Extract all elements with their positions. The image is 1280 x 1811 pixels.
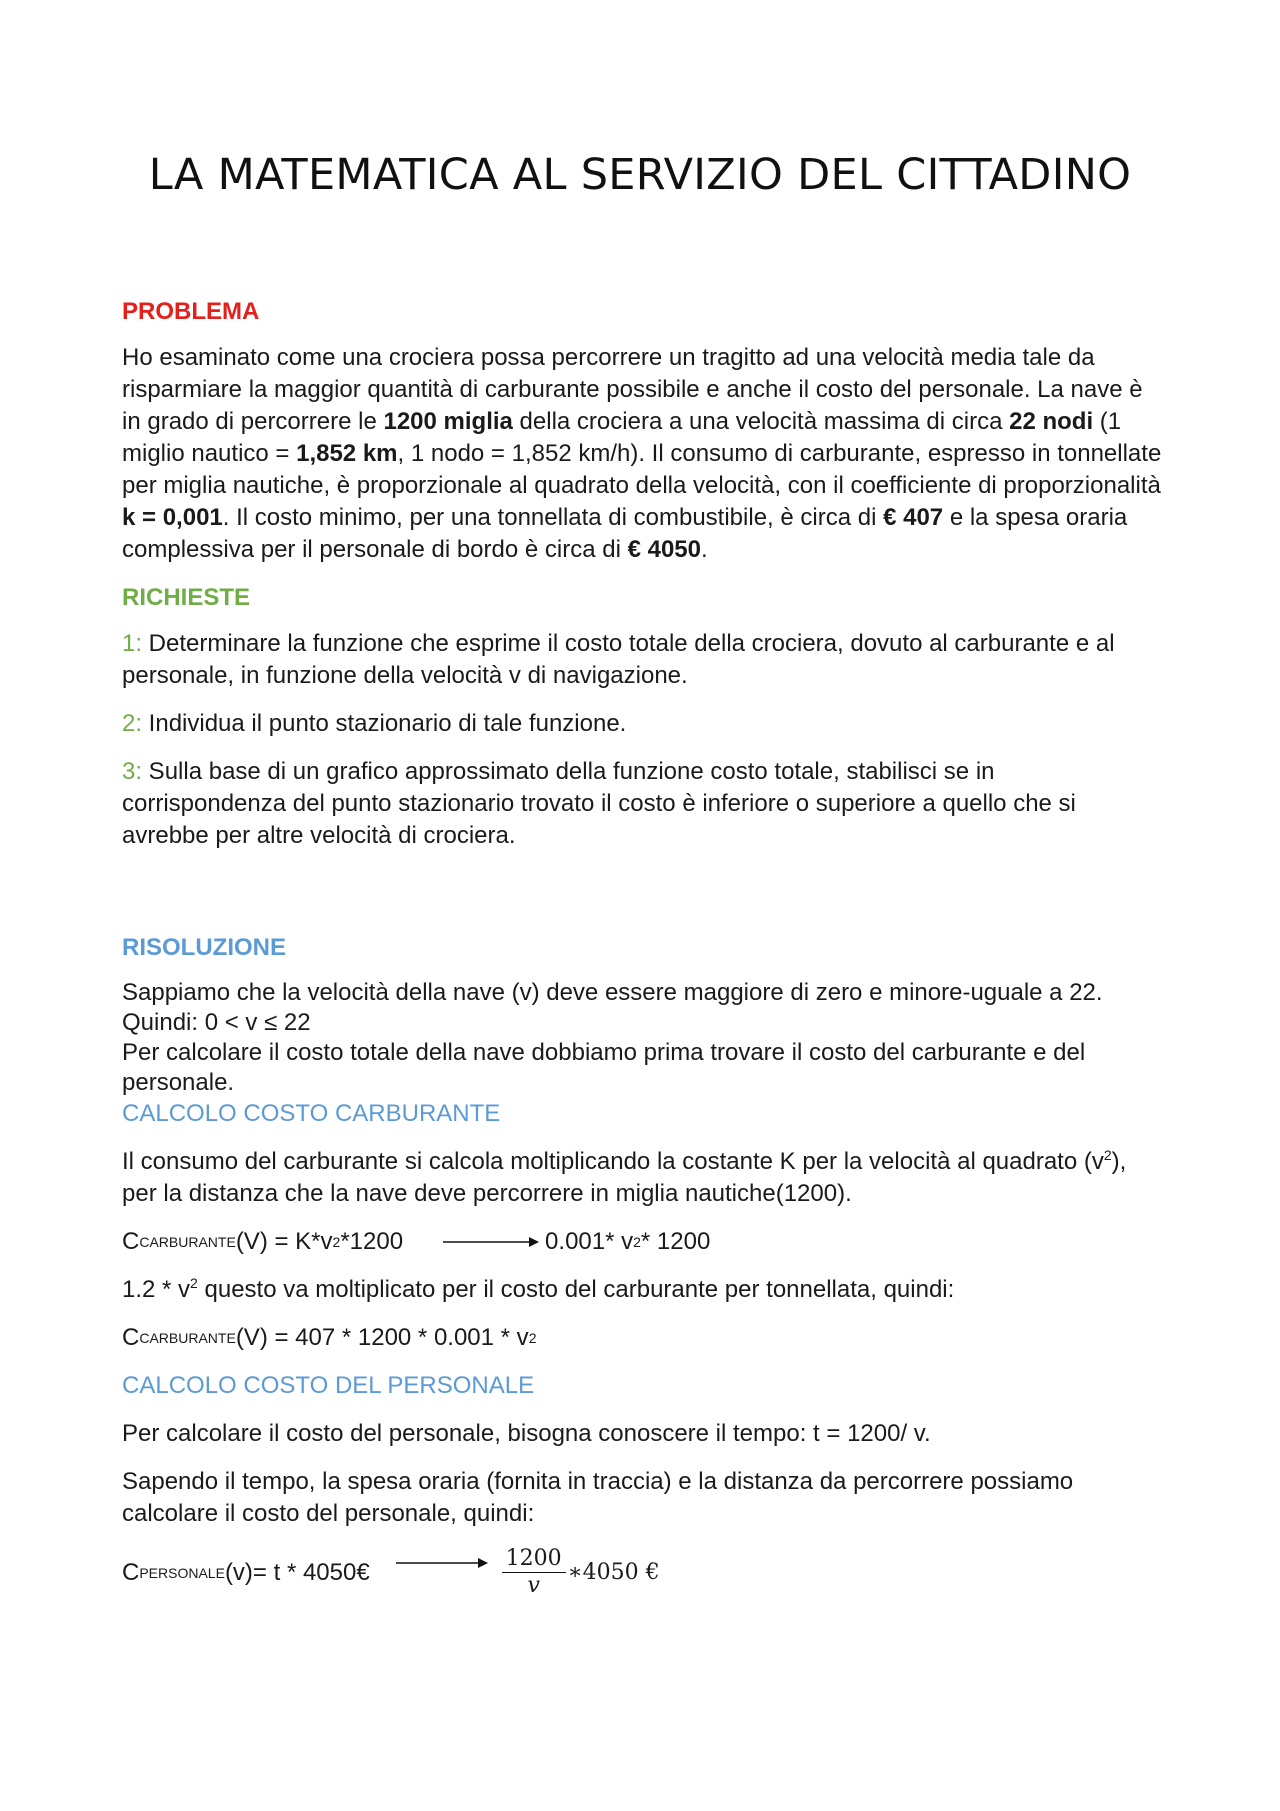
problem-text: , 1 nodo = 1,852 km/h). Il consumo di carburante, espresso in tonnellate per miglia nautiche, è proporzionale al quadrato della velocità, con il coefficiente di proporzionalità (122, 440, 1162, 499)
page-title: LA MATEMATICA AL SERVIZIO DEL CITTADINO (148, 150, 1132, 200)
problem-bold: 1200 miglia (383, 408, 513, 435)
fuel-paragraph (122, 1146, 1162, 1210)
formula-text: (V) = 407 * 1200 * 0.001 * v (235, 1324, 529, 1351)
problem-bold: k = 0,001 (122, 504, 223, 531)
resolution-line: Sappiamo che la velocità della nave (v) deve essere maggiore di zero e minore-uguale a 22. (122, 979, 1103, 1006)
problem-paragraph (122, 342, 1162, 566)
problem-bold: € 4050 (627, 536, 701, 563)
subheading-costo-carburante: CALCOLO COSTO CARBURANTE (122, 1100, 501, 1127)
fuel-formula-1: C CARBURANTE (V) = K*v 2 *1200 0.001* v 2 * 1200 (122, 1226, 1162, 1258)
formula-text: ∗4050 € (567, 1559, 660, 1585)
request-text: Sulla base di un grafico approssimato della funzione costo totale, stabilisci se in corrispondenza del punto stazionario trovato il costo è inferiore o superiore a quello che si avrebbe per altre velocità di crociera. (122, 758, 1076, 849)
problem-text: . (701, 536, 708, 563)
formula-text: 0.001* v (545, 1228, 634, 1255)
request-text: Individua il punto stazionario di tale funzione. (142, 710, 627, 737)
heading-problema: PROBLEMA (122, 298, 260, 325)
formula-subscript: CARBURANTE (139, 1234, 236, 1250)
arrow-right-icon (396, 1556, 488, 1570)
fuel-paragraph-2 (122, 1274, 1162, 1306)
formula-text: (V) = K*v (235, 1228, 333, 1255)
formula-symbol: C (122, 1324, 140, 1351)
resolution-line: Per calcolare il costo totale della nave dobbiamo prima trovare il costo del carburante e del personale. (122, 1039, 1086, 1096)
problem-text: della crociera a una velocità massima di circa (512, 408, 1010, 435)
fuel-text: Il consumo del carburante si calcola moltiplicando la costante K per la velocità al quadrato (v (122, 1148, 1104, 1175)
staff-paragraph-2: Sapendo il tempo, la spesa oraria (fornita in traccia) e la distanza da percorrere possiamo calcolare il costo del personale, quindi: (122, 1468, 1074, 1527)
heading-richieste: RICHIESTE (122, 584, 251, 611)
formula-symbol: C (122, 1228, 140, 1255)
request-item (122, 756, 1162, 852)
fraction-denominator: v (527, 1573, 540, 1598)
formula-subscript: CARBURANTE (139, 1330, 236, 1346)
formula-subscript: PERSONALE (139, 1564, 225, 1581)
fuel-text: ), per la distanza che la nave deve percorrere in miglia nautiche(1200). (122, 1148, 1127, 1207)
request-number: 1: (122, 630, 143, 657)
heading-risoluzione: RISOLUZIONE (122, 934, 287, 961)
fuel-text: questo va moltiplicato per il costo del carburante per tonnellata, quindi: (197, 1276, 955, 1303)
superscript: 2 (190, 1275, 198, 1291)
spacer (122, 868, 1162, 932)
fuel-text: 1.2 * v (122, 1276, 191, 1303)
problem-text: (1 miglio nautico = (122, 408, 1122, 467)
problem-text: . Il costo minimo, per una tonnellata di combustibile, è circa di (222, 504, 884, 531)
formula-symbol: C (122, 1558, 140, 1586)
resolution-intro (122, 978, 1162, 1098)
resolution-line: Quindi: 0 < v ≤ 22 (122, 1009, 311, 1036)
problem-bold: € 407 (883, 504, 944, 531)
problem-text: e la spesa oraria complessiva per il personale di bordo è circa di (122, 504, 1128, 563)
problem-bold: 1,852 km (296, 440, 398, 467)
request-item (122, 708, 1162, 740)
formula-text: (v)= t * 4050€ (224, 1558, 370, 1586)
fuel-formula-2: C CARBURANTE (V) = 407 * 1200 * 0.001 * v 2 (122, 1322, 1162, 1354)
fraction (502, 1546, 566, 1599)
request-number: 2: (122, 710, 143, 737)
formula-text: * 1200 (640, 1228, 711, 1255)
subheading-costo-personale: CALCOLO COSTO DEL PERSONALE (122, 1372, 535, 1399)
problem-bold: 22 nodi (1009, 408, 1094, 435)
request-text: Determinare la funzione che esprime il costo totale della crociera, dovuto al carburante e al personale, in funzione della velocità v di navigazione. (122, 630, 1115, 689)
problem-text: Ho esaminato come una crociera possa percorrere un tragitto ad una velocità media tale da risparmiare la maggior quantità di carburante possibile e anche il costo del personale. La nave è in grado di percorrere le (122, 344, 1143, 435)
superscript: 2 (1103, 1147, 1112, 1163)
formula-text: *1200 (340, 1228, 404, 1255)
arrow-right-icon (443, 1235, 539, 1249)
staff-paragraph: Per calcolare il costo del personale, bisogna conoscere il tempo: t = 1200/ v. (122, 1420, 931, 1447)
staff-formula (122, 1546, 1162, 1599)
request-item (122, 628, 1162, 692)
document-body (122, 296, 1162, 1615)
request-number: 3: (122, 758, 143, 785)
fraction-numerator: 1200 (502, 1546, 566, 1573)
